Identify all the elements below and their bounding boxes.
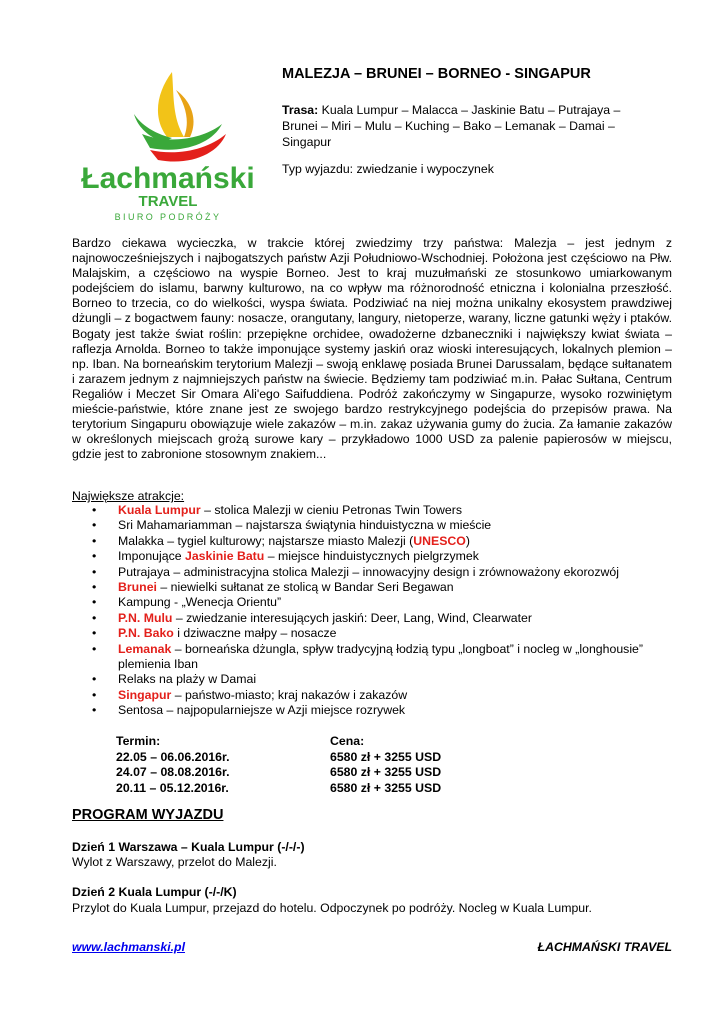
logo-sail-icon <box>72 62 264 222</box>
bullet-icon: • <box>92 595 97 610</box>
svg-text:BIURO PODRÓŻY: BIURO PODRÓŻY <box>114 212 222 222</box>
attraction-item <box>72 642 672 673</box>
day-2-text: Przylot do Kuala Lumpur, przejazd do hotelu. Odpoczynek po podróży. Nocleg w Kuala Lumpur. <box>72 901 592 915</box>
page-title: MALEZJA – BRUNEI – BORNEO - SINGAPUR <box>282 66 591 82</box>
attraction-highlight: P.N. Mulu <box>118 610 173 625</box>
date-header: Termin: <box>116 734 161 748</box>
attraction-highlight: Kuala Lumpur <box>118 503 201 517</box>
attraction-highlight: Lemanak <box>118 641 172 656</box>
attraction-text: Putrajaya – administracyjna stolica Malezji – innowacyjny design i zrównoważony ekorozwój <box>118 564 619 579</box>
bullet-icon: • <box>92 672 97 687</box>
attraction-item <box>72 534 672 549</box>
day-1-title: Dzień 1 Warszawa – Kuala Lumpur (-/-/-) <box>72 840 305 854</box>
bullet-icon: • <box>92 580 97 595</box>
bullet-icon: • <box>92 518 97 533</box>
attraction-item <box>72 580 672 595</box>
attraction-text: – państwo-miasto; kraj nakazów i zakazów <box>171 687 408 702</box>
footer-brand: ŁACHMAŃSKI TRAVEL <box>537 940 672 954</box>
attraction-item <box>72 688 672 703</box>
attraction-text: Relaks na plaży w Damai <box>118 672 257 687</box>
bullet-icon: • <box>92 687 97 702</box>
intro-paragraph: Bardzo ciekawa wycieczka, w trakcie której zwiedzimy trzy państwa: Malezja – jest jednym z najnowocześniejszych i najbogatszych państw Azji Południowo-Wschodniej. Położona jest częściowo na Płw. Malajskim, a częściowo na wyspie Borneo. Jest to kraj muzułmański ze stosunkowo umiarkowanym podejściem do islamu, barwny kulturowo, na co wpływ ma różnorodność etniczna i kolonialna przeszłość. Borneo to trzecia, co do wielkości, wyspa świata. Podziwiać na niej można unikalny ekosystem prawdziwej dżungli – z bogactwem fauny: nosacze, orangutany, langury, nietoperze, warany, liczne gatunki węży i ptaków. Bogaty jest także świat roślin: przepiękne orchidee, owadożerne dzbaneczniki i największy kwiat świata – raflezja Arnolda. Borneo to także imponujące systemy jaskiń oraz wioski interesujących, lokalnych plemion – np. Iban. Na borneańskim terytorium Malezji – swoją enklawę posiada Brunei Darussalam, będące sułtanatem i zarazem jednym z najmniejszych państw na świecie. Będziemy tam podziwiać m.in. Pałac Sułtana, Centrum Regaliów i Meczet Sir Omara Ali'ego Saifuddiena. Podróż zakończymy w Singapurze, wysoko rozwiniętym mieście-państwie, które znane jest ze swojego bardzo restrykcyjnego podejścia do przepisów prawa. Na terytorium Singapuru obowiązuje wiele zakazów – m.in. zakaz używania gumy do żucia. Za łamanie zakazów w określonych miejscach grożą surowe kary – przykładowo 1000 USD za palenie papierosów w miejscu, gdzie jest to zabronione stosownym znakiem... <box>72 236 672 462</box>
day-2-title: Dzień 2 Kuala Lumpur (-/-/K) <box>72 885 237 899</box>
attraction-text: Sentosa – najpopularniejsze w Azji miejsce rozrywek <box>118 703 406 718</box>
bullet-icon: • <box>92 503 97 517</box>
attraction-item <box>72 503 672 518</box>
attraction-text: ) <box>465 533 470 548</box>
date-cell: 22.05 – 06.06.2016r. <box>116 749 230 764</box>
attraction-item <box>72 518 672 533</box>
date-cell: 24.07 – 08.08.2016r. <box>116 765 230 779</box>
attraction-text: – borneańska dżungla, spływ tradycyjną łodzią typu „longboat” i nocleg w „longhousie” plemienia Iban <box>118 641 643 672</box>
attraction-item <box>72 565 672 580</box>
attraction-item <box>72 595 672 610</box>
attraction-text: – niewielki sułtanat ze stolicą w Bandar Seri Begawan <box>156 580 454 595</box>
website-link[interactable]: www.lachmanski.pl <box>72 940 185 954</box>
route-text: Kuala Lumpur – Malacca – Jaskinie Batu – Putrajaya – Brunei – Miri – Mulu – Kuching – Bako – Lemanak – Damai – Singapur <box>282 103 621 149</box>
svg-text:Łachmański: Łachmański <box>81 162 255 195</box>
svg-text:TRAVEL: TRAVEL <box>138 193 198 210</box>
attraction-text: – zwiedzanie interesujących jaskiń: Deer, Lang, Wind, Clearwater <box>172 610 532 625</box>
attraction-text: Malakka – tygiel kulturowy; najstarsze miasto Malezji ( <box>118 533 414 548</box>
attraction-highlight: Singapur <box>118 687 172 702</box>
attraction-text: – stolica Malezji w cieniu Petronas Twin Towers <box>200 503 462 517</box>
attraction-text: i dziwaczne małpy – nosacze <box>173 626 337 641</box>
attractions-list <box>72 503 672 719</box>
attraction-item <box>72 549 672 564</box>
attractions-heading: Największe atrakcje: <box>72 489 185 503</box>
attraction-text: Kampung - „Wenecja Orientu” <box>118 595 282 610</box>
attraction-text: Sri Mahamariamman – najstarsza świątynia hinduistyczna w mieście <box>118 518 492 533</box>
route-label: Trasa: <box>282 103 319 117</box>
attraction-item <box>72 626 672 641</box>
day-1-text: Wylot z Warszawy, przelot do Malezji. <box>72 855 277 869</box>
attraction-highlight: Brunei <box>118 580 157 595</box>
bullet-icon: • <box>92 549 97 564</box>
dates-column <box>116 734 230 796</box>
price-cell: 6580 zł + 3255 USD <box>330 765 442 779</box>
attraction-highlight: UNESCO <box>413 533 466 548</box>
bullet-icon: • <box>92 626 97 641</box>
program-heading: PROGRAM WYJAZDU <box>72 807 224 823</box>
attraction-text: Imponujące <box>118 549 185 564</box>
price-cell: 6580 zł + 3255 USD <box>330 780 442 795</box>
attraction-highlight: Jaskinie Batu <box>185 549 265 564</box>
bullet-icon: • <box>92 641 97 656</box>
attraction-item <box>72 672 672 687</box>
trip-type: Typ wyjazdu: zwiedzanie i wypoczynek <box>282 162 494 176</box>
attraction-item <box>72 703 672 718</box>
trip-route <box>282 102 652 150</box>
attraction-text: – miejsce hinduistycznych pielgrzymek <box>264 549 479 564</box>
bullet-icon: • <box>92 564 97 579</box>
price-header: Cena: <box>330 734 365 748</box>
company-logo <box>72 62 264 222</box>
bullet-icon: • <box>92 533 97 548</box>
prices-column <box>330 734 441 796</box>
price-cell: 6580 zł + 3255 USD <box>330 749 442 764</box>
bullet-icon: • <box>92 703 97 718</box>
bullet-icon: • <box>92 610 97 625</box>
attraction-highlight: P.N. Bako <box>118 626 174 641</box>
attraction-item <box>72 611 672 626</box>
date-cell: 20.11 – 05.12.2016r. <box>116 780 229 795</box>
